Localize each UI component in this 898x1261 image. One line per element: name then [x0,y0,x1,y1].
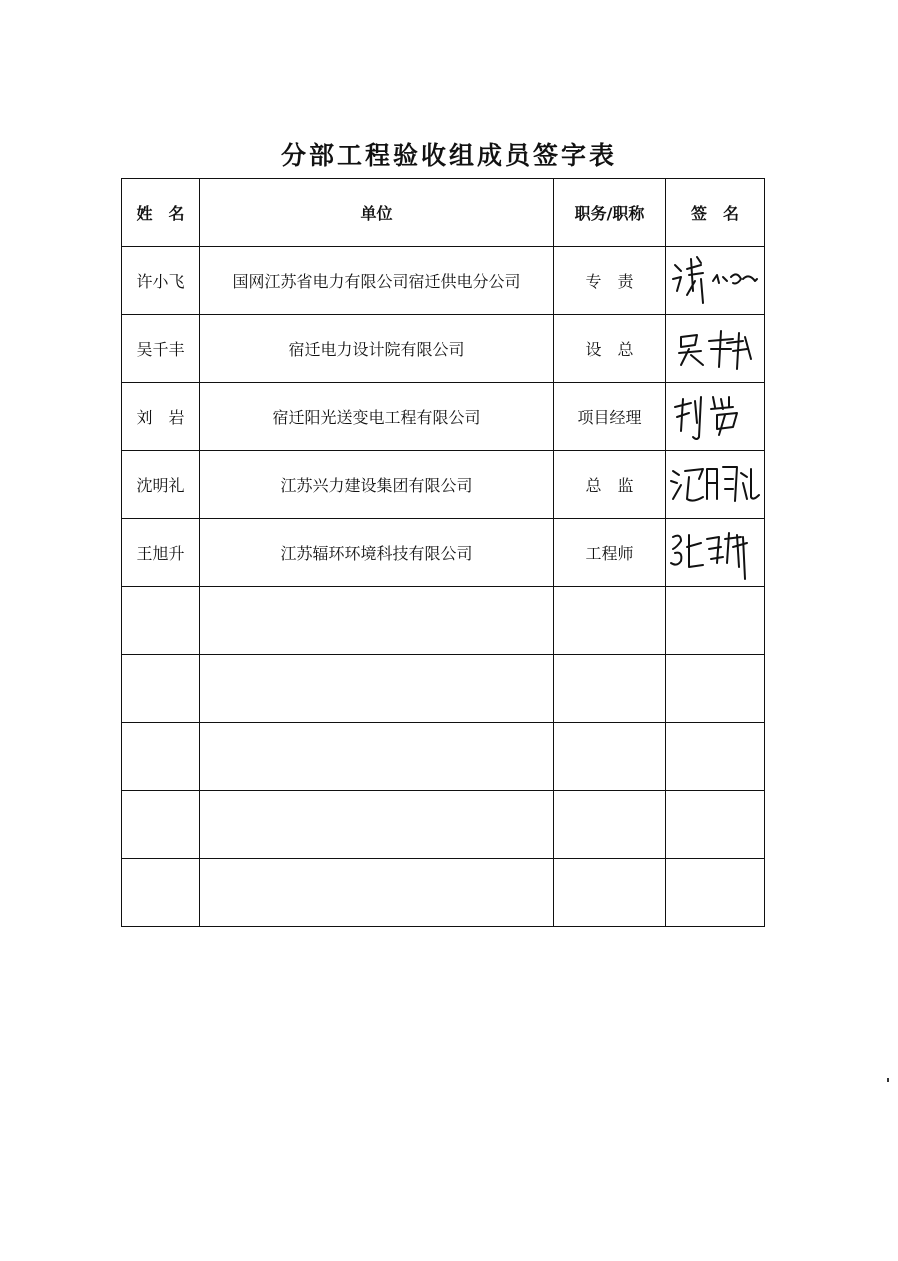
table-row [122,315,765,383]
handwritten-signature-5 [667,523,763,583]
signature-cell [666,859,765,927]
table-row [122,723,765,791]
table-row [122,383,765,451]
unit-cell [200,655,554,723]
table-row [122,587,765,655]
header-unit: 单位 [200,179,554,247]
table-header-row [122,179,765,247]
handwritten-signature-4 [667,455,763,515]
table-row [122,655,765,723]
name-cell [122,587,200,655]
signature-cell [666,383,765,451]
signature-cell [666,791,765,859]
table-row [122,451,765,519]
signature-cell [666,655,765,723]
position-cell [554,859,666,927]
unit-cell: 国网江苏省电力有限公司宿迁供电分公司 [200,247,554,315]
name-cell: 王旭升 [122,519,200,587]
scan-speck [887,1078,889,1082]
name-cell [122,723,200,791]
signature-table [121,178,765,927]
position-cell: 项目经理 [554,383,666,451]
name-cell: 吴千丰 [122,315,200,383]
handwritten-signature-2 [667,319,763,379]
position-cell: 工程师 [554,519,666,587]
header-position: 职务/职称 [554,179,666,247]
signature-cell [666,247,765,315]
signature-cell [666,315,765,383]
table-row [122,519,765,587]
unit-cell [200,723,554,791]
position-cell [554,791,666,859]
signature-cell [666,723,765,791]
position-cell [554,587,666,655]
table-row [122,791,765,859]
unit-cell: 宿迁阳光送变电工程有限公司 [200,383,554,451]
table-row [122,859,765,927]
position-cell: 设 总 [554,315,666,383]
name-cell: 沈明礼 [122,451,200,519]
handwritten-signature-3 [667,387,763,447]
table-row [122,247,765,315]
handwritten-signature-1 [667,251,763,311]
name-cell: 刘 岩 [122,383,200,451]
position-cell: 总 监 [554,451,666,519]
unit-cell: 江苏辐环环境科技有限公司 [200,519,554,587]
position-cell: 专 责 [554,247,666,315]
header-signature: 签 名 [666,179,765,247]
signature-cell [666,519,765,587]
unit-cell [200,859,554,927]
name-cell [122,791,200,859]
unit-cell: 江苏兴力建设集团有限公司 [200,451,554,519]
name-cell [122,859,200,927]
unit-cell [200,587,554,655]
position-cell [554,655,666,723]
name-cell: 许小飞 [122,247,200,315]
unit-cell: 宿迁电力设计院有限公司 [200,315,554,383]
signature-cell [666,587,765,655]
signature-cell [666,451,765,519]
header-name: 姓 名 [122,179,200,247]
position-cell [554,723,666,791]
document-title: 分部工程验收组成员签字表 [280,141,617,170]
name-cell [122,655,200,723]
unit-cell [200,791,554,859]
